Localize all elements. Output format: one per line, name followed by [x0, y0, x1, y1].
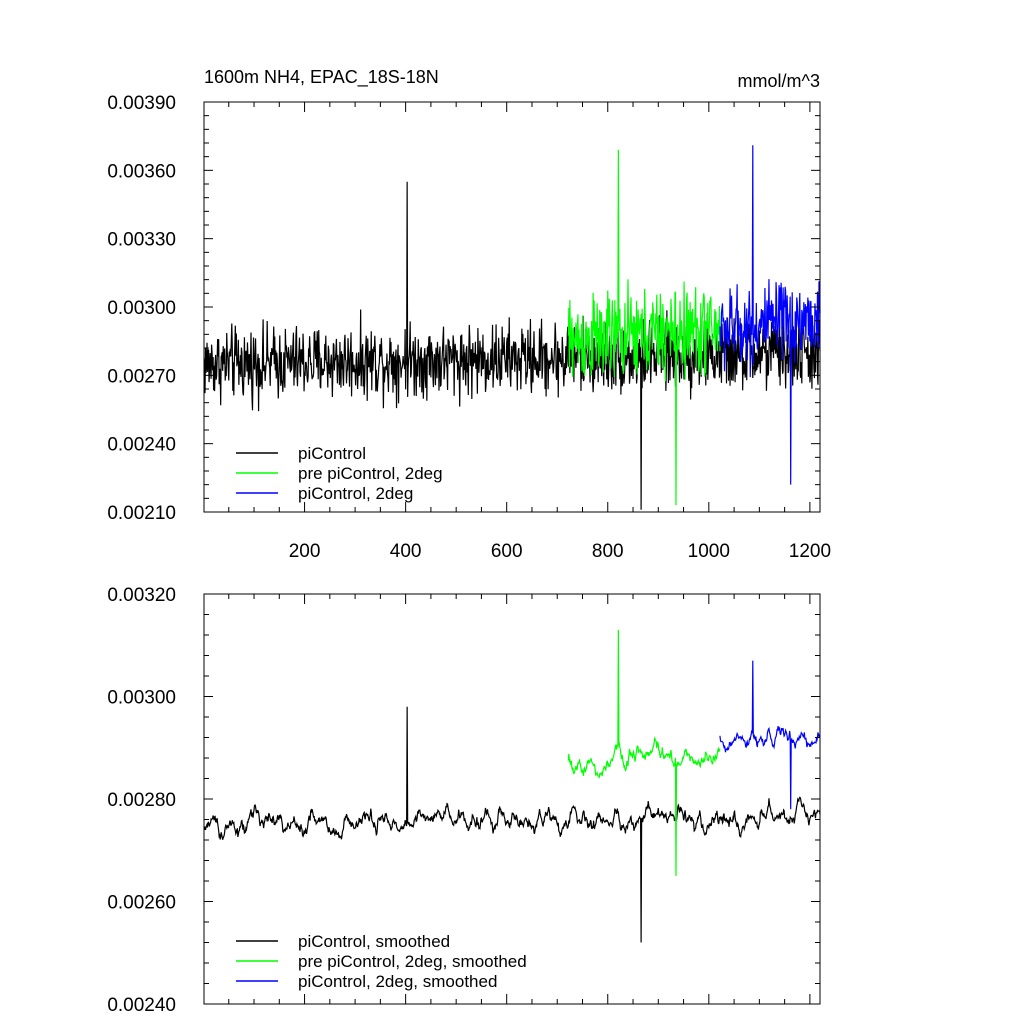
panel-top: [107, 67, 831, 562]
series-line-2: [720, 661, 820, 810]
legend-label-2: piControl, 2deg: [298, 484, 414, 503]
legend-label-1: pre piControl, 2deg, smoothed: [298, 952, 527, 971]
y-tick-label: 0.00300: [107, 687, 176, 709]
y-tick-label: 0.00300: [107, 298, 176, 319]
bottom-legend: [236, 932, 527, 991]
panel-bottom: [107, 585, 820, 1016]
bottom-y-tick-labels: [107, 585, 176, 1016]
y-tick-label: 0.00260: [107, 892, 176, 914]
y-tick-label: 0.00390: [107, 93, 176, 114]
units-label: mmol/m^3: [737, 71, 820, 91]
top-y-tick-labels: [107, 93, 176, 524]
top-series-lines: [204, 145, 820, 509]
y-tick-label: 0.00270: [107, 366, 176, 388]
x-tick-label: 1200: [788, 541, 832, 562]
legend-label-0: piControl: [298, 444, 367, 463]
series-line-0: [204, 182, 820, 510]
x-tick-label: 400: [389, 541, 422, 562]
y-tick-label: 0.00330: [107, 229, 176, 251]
x-tick-label: 800: [591, 541, 624, 562]
x-tick-label: 200: [288, 541, 321, 562]
legend-label-0: piControl, smoothed: [298, 932, 451, 951]
y-tick-label: 0.00320: [107, 585, 176, 606]
top-x-tick-labels: [289, 541, 831, 562]
top-plot-frame: [204, 102, 820, 512]
top-axis-ticks: [204, 102, 820, 512]
top-legend: [236, 444, 443, 503]
series-line-0: [204, 707, 820, 943]
y-tick-label: 0.00240: [107, 434, 176, 456]
legend-label-2: piControl, 2deg, smoothed: [298, 972, 498, 991]
legend-label-1: pre piControl, 2deg: [298, 464, 443, 483]
bottom-axis-ticks: [204, 594, 820, 1004]
y-tick-label: 0.00210: [107, 503, 176, 524]
y-tick-label: 0.00280: [107, 790, 176, 811]
y-tick-label: 0.00360: [107, 161, 176, 183]
series-line-2: [720, 145, 820, 484]
series-line-1: [568, 150, 720, 505]
y-tick-label: 0.00240: [107, 995, 176, 1016]
x-tick-label: 600: [490, 541, 523, 562]
x-tick-label: 1000: [687, 541, 730, 562]
bottom-series-lines: [204, 630, 820, 943]
chart-title: 1600m NH4, EPAC_18S-18N: [204, 67, 439, 87]
bottom-plot-frame: [204, 594, 820, 1004]
series-line-1: [568, 630, 720, 876]
